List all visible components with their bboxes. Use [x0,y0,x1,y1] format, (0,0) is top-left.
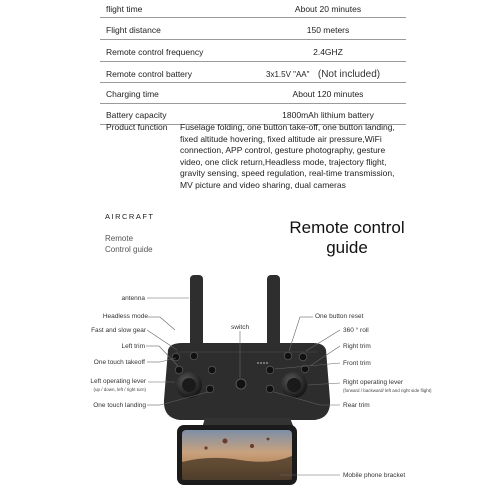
label-roll: 360 ° roll [343,327,369,334]
label-left-lever: Left operating lever [90,378,146,385]
label-front-trim: Front trim [343,360,371,367]
product-function-label: Product function [106,122,168,132]
label-reset: One button reset [315,313,364,320]
spec-value: 150 meters [306,25,350,35]
spec-key: Charging time [106,89,159,99]
label-right-lever-sub: (forward / backward/ left and right side flight) [343,388,432,393]
label-rear-trim: Rear trim [343,402,370,409]
label-antenna: antenna [121,295,145,302]
brand-label: AIRCRAFT [105,212,155,221]
label-left-trim: Left trim [121,343,145,350]
spec-key: Battery capacity [106,110,167,120]
spec-key: Remote control frequency [106,47,204,57]
title-line-2: guide [326,238,368,257]
subtitle-line-2: Control guide [105,245,153,254]
spec-value: 3x1.5V "AA" (Not included) [266,69,381,80]
label-speed-gear: Fast and slow gear [91,327,146,334]
spec-value: 2.4GHZ [313,47,343,57]
label-right-trim: Right trim [343,343,371,350]
label-right-lever: Right operating lever [343,379,403,386]
power-switch [236,379,246,389]
label-left-lever-sub: (up / down, left / right turn) [93,387,146,392]
spec-key: Remote control battery [106,69,192,79]
label-landing: One touch landing [93,402,146,409]
right-antenna [267,275,280,347]
label-takeoff: One touch takeoff [93,359,145,366]
product-function-text: Fuselage folding, one button take-off, one button landing, fixed altitude hovering, fixed altitude air pressure,WiFi connection, APP control, gesture photography, gesture video, one click return,Headless mode, trajectory flight, gravity sensing, speed regulation, real-time transmission, MV picture and video sharing, dual cameras [180,122,395,190]
label-phone-bracket: Mobile phone bracket [343,472,406,479]
spec-value: 1800mAh lithium battery [282,110,374,120]
spec-note: (Not included) [317,69,381,80]
spec-value: About 20 minutes [294,4,362,14]
spec-value: About 120 minutes [292,89,364,99]
title-line-1: Remote control [289,218,405,237]
subtitle-line-1: Remote [105,234,134,243]
label-switch: switch [231,324,250,331]
label-headless-mode: Headless mode [102,313,148,320]
left-antenna [190,275,203,347]
spec-key: Flight distance [106,25,161,35]
spec-key: flight time [106,4,143,14]
